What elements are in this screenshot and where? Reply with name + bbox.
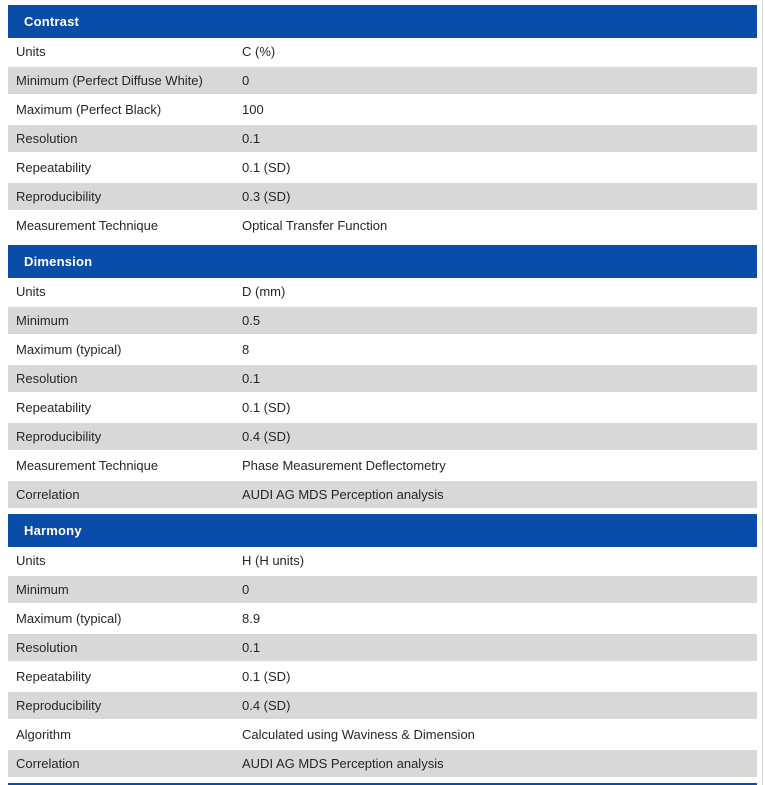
table-row [8,394,757,423]
row-value: 0.1 (SD) [242,400,291,415]
table-row [8,183,757,212]
row-label: Units [16,553,46,568]
section-header [8,245,757,278]
section-title: Contrast [24,14,80,29]
row-value: 8 [242,342,250,357]
page-edge-divider [762,0,763,785]
row-label: Resolution [16,371,78,386]
table-row [8,721,757,750]
section-title: Dimension [24,254,93,269]
row-value: 0.1 [242,640,261,655]
row-label: Reproducibility [16,189,102,204]
table-row [8,576,757,605]
row-label: Correlation [16,756,80,771]
row-label: Repeatability [16,160,92,175]
row-label: Repeatability [16,400,92,415]
section-harmony [8,514,757,779]
row-value: 8.9 [242,611,261,626]
section-header [8,514,757,547]
row-value: Optical Transfer Function [242,218,388,233]
table-row [8,481,757,510]
table-row [8,547,757,576]
row-value: 0.1 (SD) [242,160,291,175]
row-label: Repeatability [16,669,92,684]
row-label: Maximum (typical) [16,611,122,626]
row-value: Calculated using Waviness & Dimension [242,727,475,742]
row-value: 0.3 (SD) [242,189,291,204]
table-row [8,750,757,779]
row-value: C (%) [242,44,276,59]
row-value: 0.1 (SD) [242,669,291,684]
table-row [8,452,757,481]
row-value: D (mm) [242,284,286,299]
table-row [8,336,757,365]
row-value: AUDI AG MDS Perception analysis [242,756,444,771]
table-row [8,38,757,67]
table-row [8,423,757,452]
row-label: Measurement Technique [16,458,159,473]
row-label: Measurement Technique [16,218,159,233]
row-label: Minimum [16,582,69,597]
row-label: Reproducibility [16,429,102,444]
row-value: AUDI AG MDS Perception analysis [242,487,444,502]
row-label: Resolution [16,640,78,655]
row-value: 0.5 [242,313,261,328]
row-value: 0.1 [242,131,261,146]
section-dimension [8,245,757,510]
table-row [8,125,757,154]
section-contrast [8,5,757,241]
table-row [8,605,757,634]
row-value: 0 [242,73,250,88]
row-label: Units [16,44,46,59]
table-row [8,154,757,183]
row-label: Minimum (Perfect Diffuse White) [16,73,203,88]
row-label: Algorithm [16,727,71,742]
row-label: Minimum [16,313,69,328]
row-label: Correlation [16,487,80,502]
row-value: 0.4 (SD) [242,429,291,444]
row-value: Phase Measurement Deflectometry [242,458,446,473]
row-value: 0.1 [242,371,261,386]
spec-table [8,5,757,785]
row-value: 0 [242,582,250,597]
row-label: Maximum (Perfect Black) [16,102,162,117]
section-title: Harmony [24,523,82,538]
table-row [8,307,757,336]
table-row [8,278,757,307]
row-value: H (H units) [242,553,305,568]
table-row [8,692,757,721]
table-row [8,67,757,96]
section-header [8,5,757,38]
row-label: Maximum (typical) [16,342,122,357]
table-row [8,365,757,394]
table-row [8,663,757,692]
table-row [8,634,757,663]
row-value: 100 [242,102,264,117]
row-label: Reproducibility [16,698,102,713]
row-label: Resolution [16,131,78,146]
row-value: 0.4 (SD) [242,698,291,713]
table-row [8,96,757,125]
table-row [8,212,757,241]
row-label: Units [16,284,46,299]
